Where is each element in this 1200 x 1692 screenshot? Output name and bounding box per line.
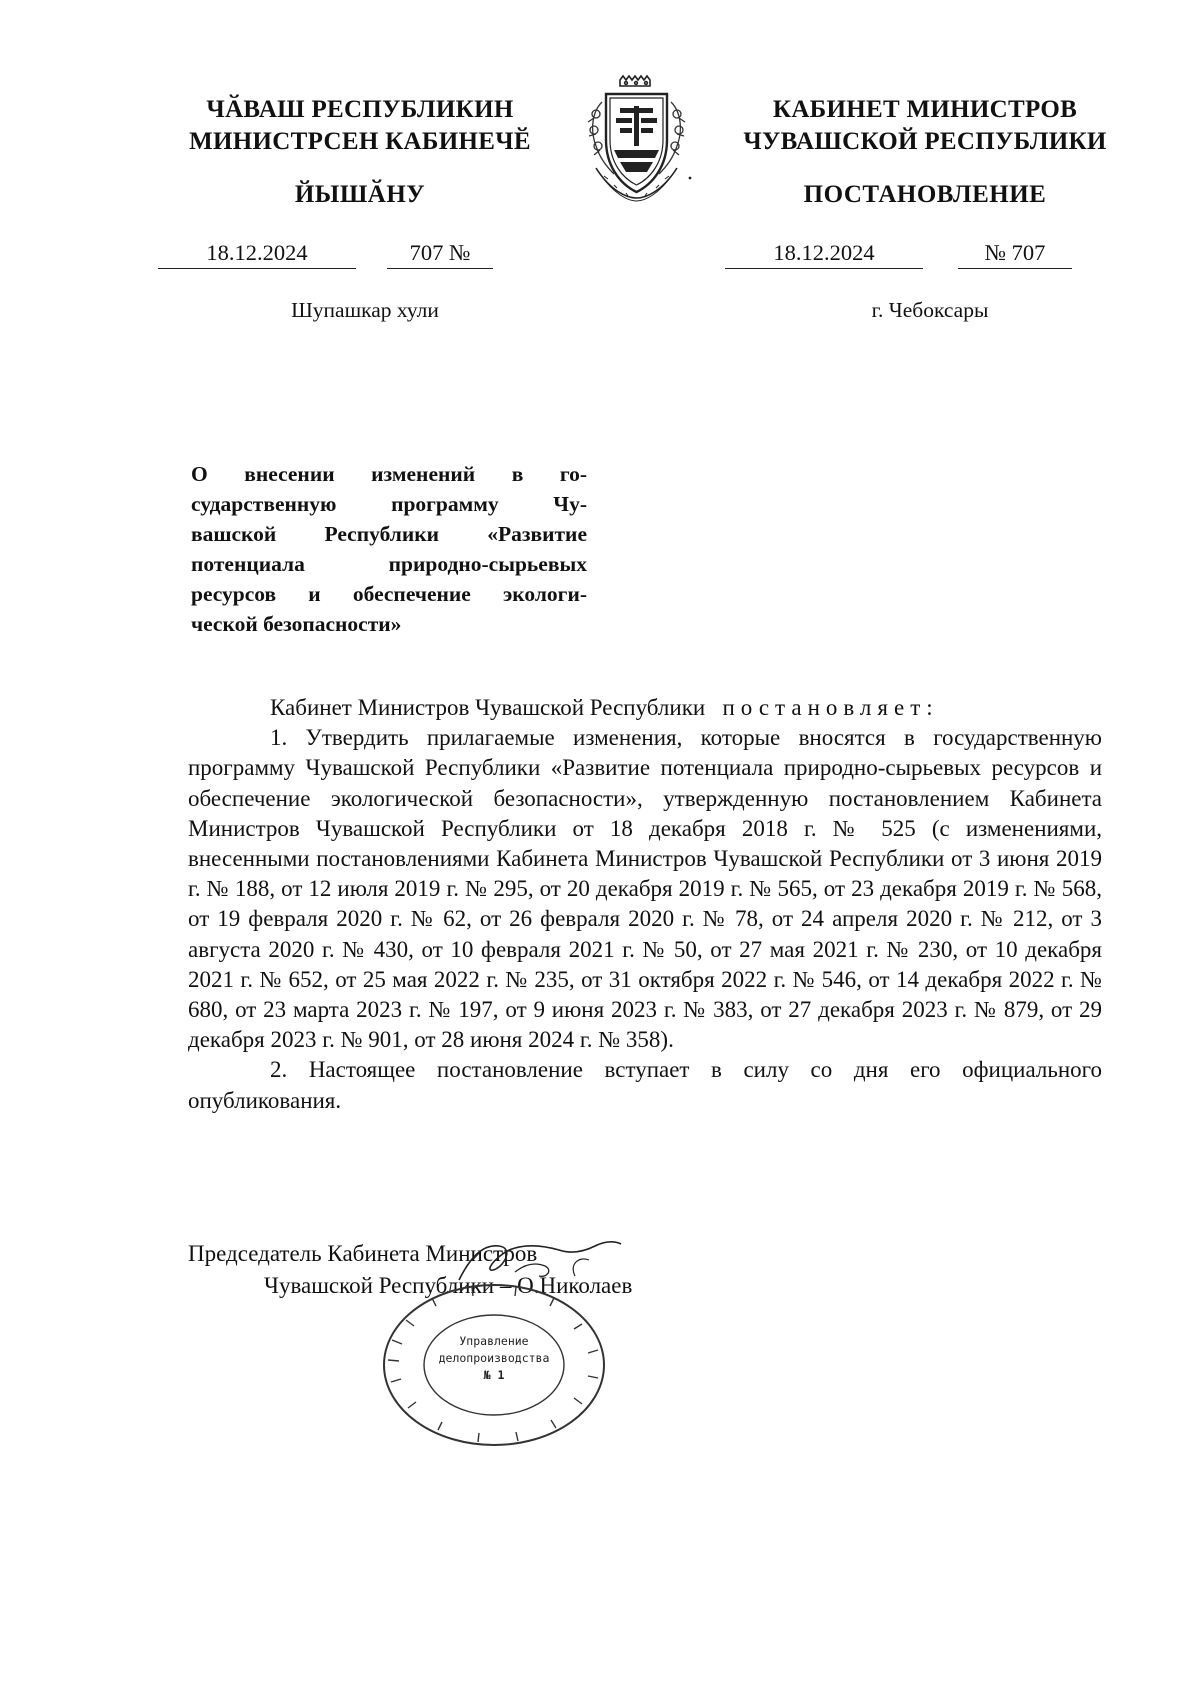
paragraph-1: 1. Утвердить прилагаемые изменения, которые вносятся в государственную программу Чувашской Республики «Развитие потенциала природно-сырьевых ресурсов и обеспечение экологической безопасности», утвержденную постановлением Кабинета Министров Чувашской Республики от 18 декабря 2018 г. № 525 (с изменениями, внесенными постановлениями Кабинета Министров Чувашской Республики от 3 июня 2019 г. № 188, от 12 июля 2019 г. № 295, от 20 декабря 2019 г. № 565, от 23 декабря 2019 г. № 568, от 19 февраля 2020 г. № 62, от 26 февраля 2020 г. № 78, от 24 апреля 2020 г. № 212, от 3 августа 2020 г. № 430, от 10 февраля 2021 г. № 50, от 27 мая 2021 г. № 230, от 10 декабря 2021 г. № 652, от 25 мая 2022 г. № 235, от 31 октября 2022 г. № 546, от 14 декабря 2022 г. № 680, от 23 марта 2023 г. № 197, от 9 июня 2023 г. № 383, от 27 декабря 2023 г. № 879, от 29 декабря 2023 г. № 901, от 28 июня 2024 г. № 358). xyxy=(188,725,1102,1053)
title-line-2: сударственную программу Чу- xyxy=(191,492,587,516)
left-number: 707 № xyxy=(409,240,471,265)
right-doctype: ПОСТАНОВЛЕНИЕ xyxy=(803,181,1047,208)
right-date-field xyxy=(725,240,923,269)
title-line-5: ресурсов и обеспечение экологи- xyxy=(191,582,587,606)
left-date-field xyxy=(158,240,356,269)
intro-text: Кабинет Министров Чувашской Республики xyxy=(270,695,706,720)
signature-name: О.Николаев xyxy=(517,1273,633,1298)
title-line-4: потенциала природно-сырьевых xyxy=(191,552,587,576)
right-place: г. Чебоксары xyxy=(871,298,989,322)
right-number: № 707 xyxy=(984,240,1046,265)
stamp-center-line-3: № 1 xyxy=(483,1368,505,1382)
left-org-name xyxy=(150,94,570,158)
title-line-3: вашской Республики «Развитие xyxy=(191,522,587,546)
right-date: 18.12.2024 xyxy=(773,240,875,265)
left-date: 18.12.2024 xyxy=(206,240,308,265)
left-org-line1: ЧӐВАШ РЕСПУБЛИКИН xyxy=(206,96,514,123)
left-doctype: ЙЫШӐНУ xyxy=(294,181,426,208)
paragraph-2: 2. Настоящее постановление вступает в силу со дня его официального опубликования. xyxy=(188,1057,1102,1113)
right-number-field xyxy=(958,240,1072,269)
title-line-6: ческой безопасности» xyxy=(191,612,402,636)
document-title xyxy=(191,459,587,639)
document-body xyxy=(188,693,1102,1116)
left-org-line2: МИНИСТРСЕН КАБИНЕЧӖ xyxy=(189,128,531,155)
intro-paragraph xyxy=(188,693,1102,723)
stamp-center-line-1: Управление xyxy=(459,1334,529,1348)
title-line-1: О внесении изменений в го- xyxy=(191,462,587,486)
left-number-field xyxy=(387,240,493,269)
emblem-icon xyxy=(574,72,699,207)
stamp-center-line-2: делопроизводства xyxy=(438,1351,550,1365)
official-stamp xyxy=(378,1280,610,1450)
signature-line-2: Чувашской Республики xyxy=(264,1273,495,1298)
intro-verb: постановляет: xyxy=(722,695,939,720)
right-org-line2: ЧУВАШСКОЙ РЕСПУБЛИКИ xyxy=(743,128,1107,155)
right-org-name xyxy=(715,94,1135,158)
right-org-line1: КАБИНЕТ МИНИСТРОВ xyxy=(772,96,1078,123)
signature-line-1: Председатель Кабинета Министров xyxy=(188,1241,538,1266)
stamp-center-text xyxy=(434,1333,554,1384)
emblem xyxy=(574,72,699,207)
left-place: Шупашкар хули xyxy=(291,298,439,322)
signature-dash: – xyxy=(499,1273,512,1298)
